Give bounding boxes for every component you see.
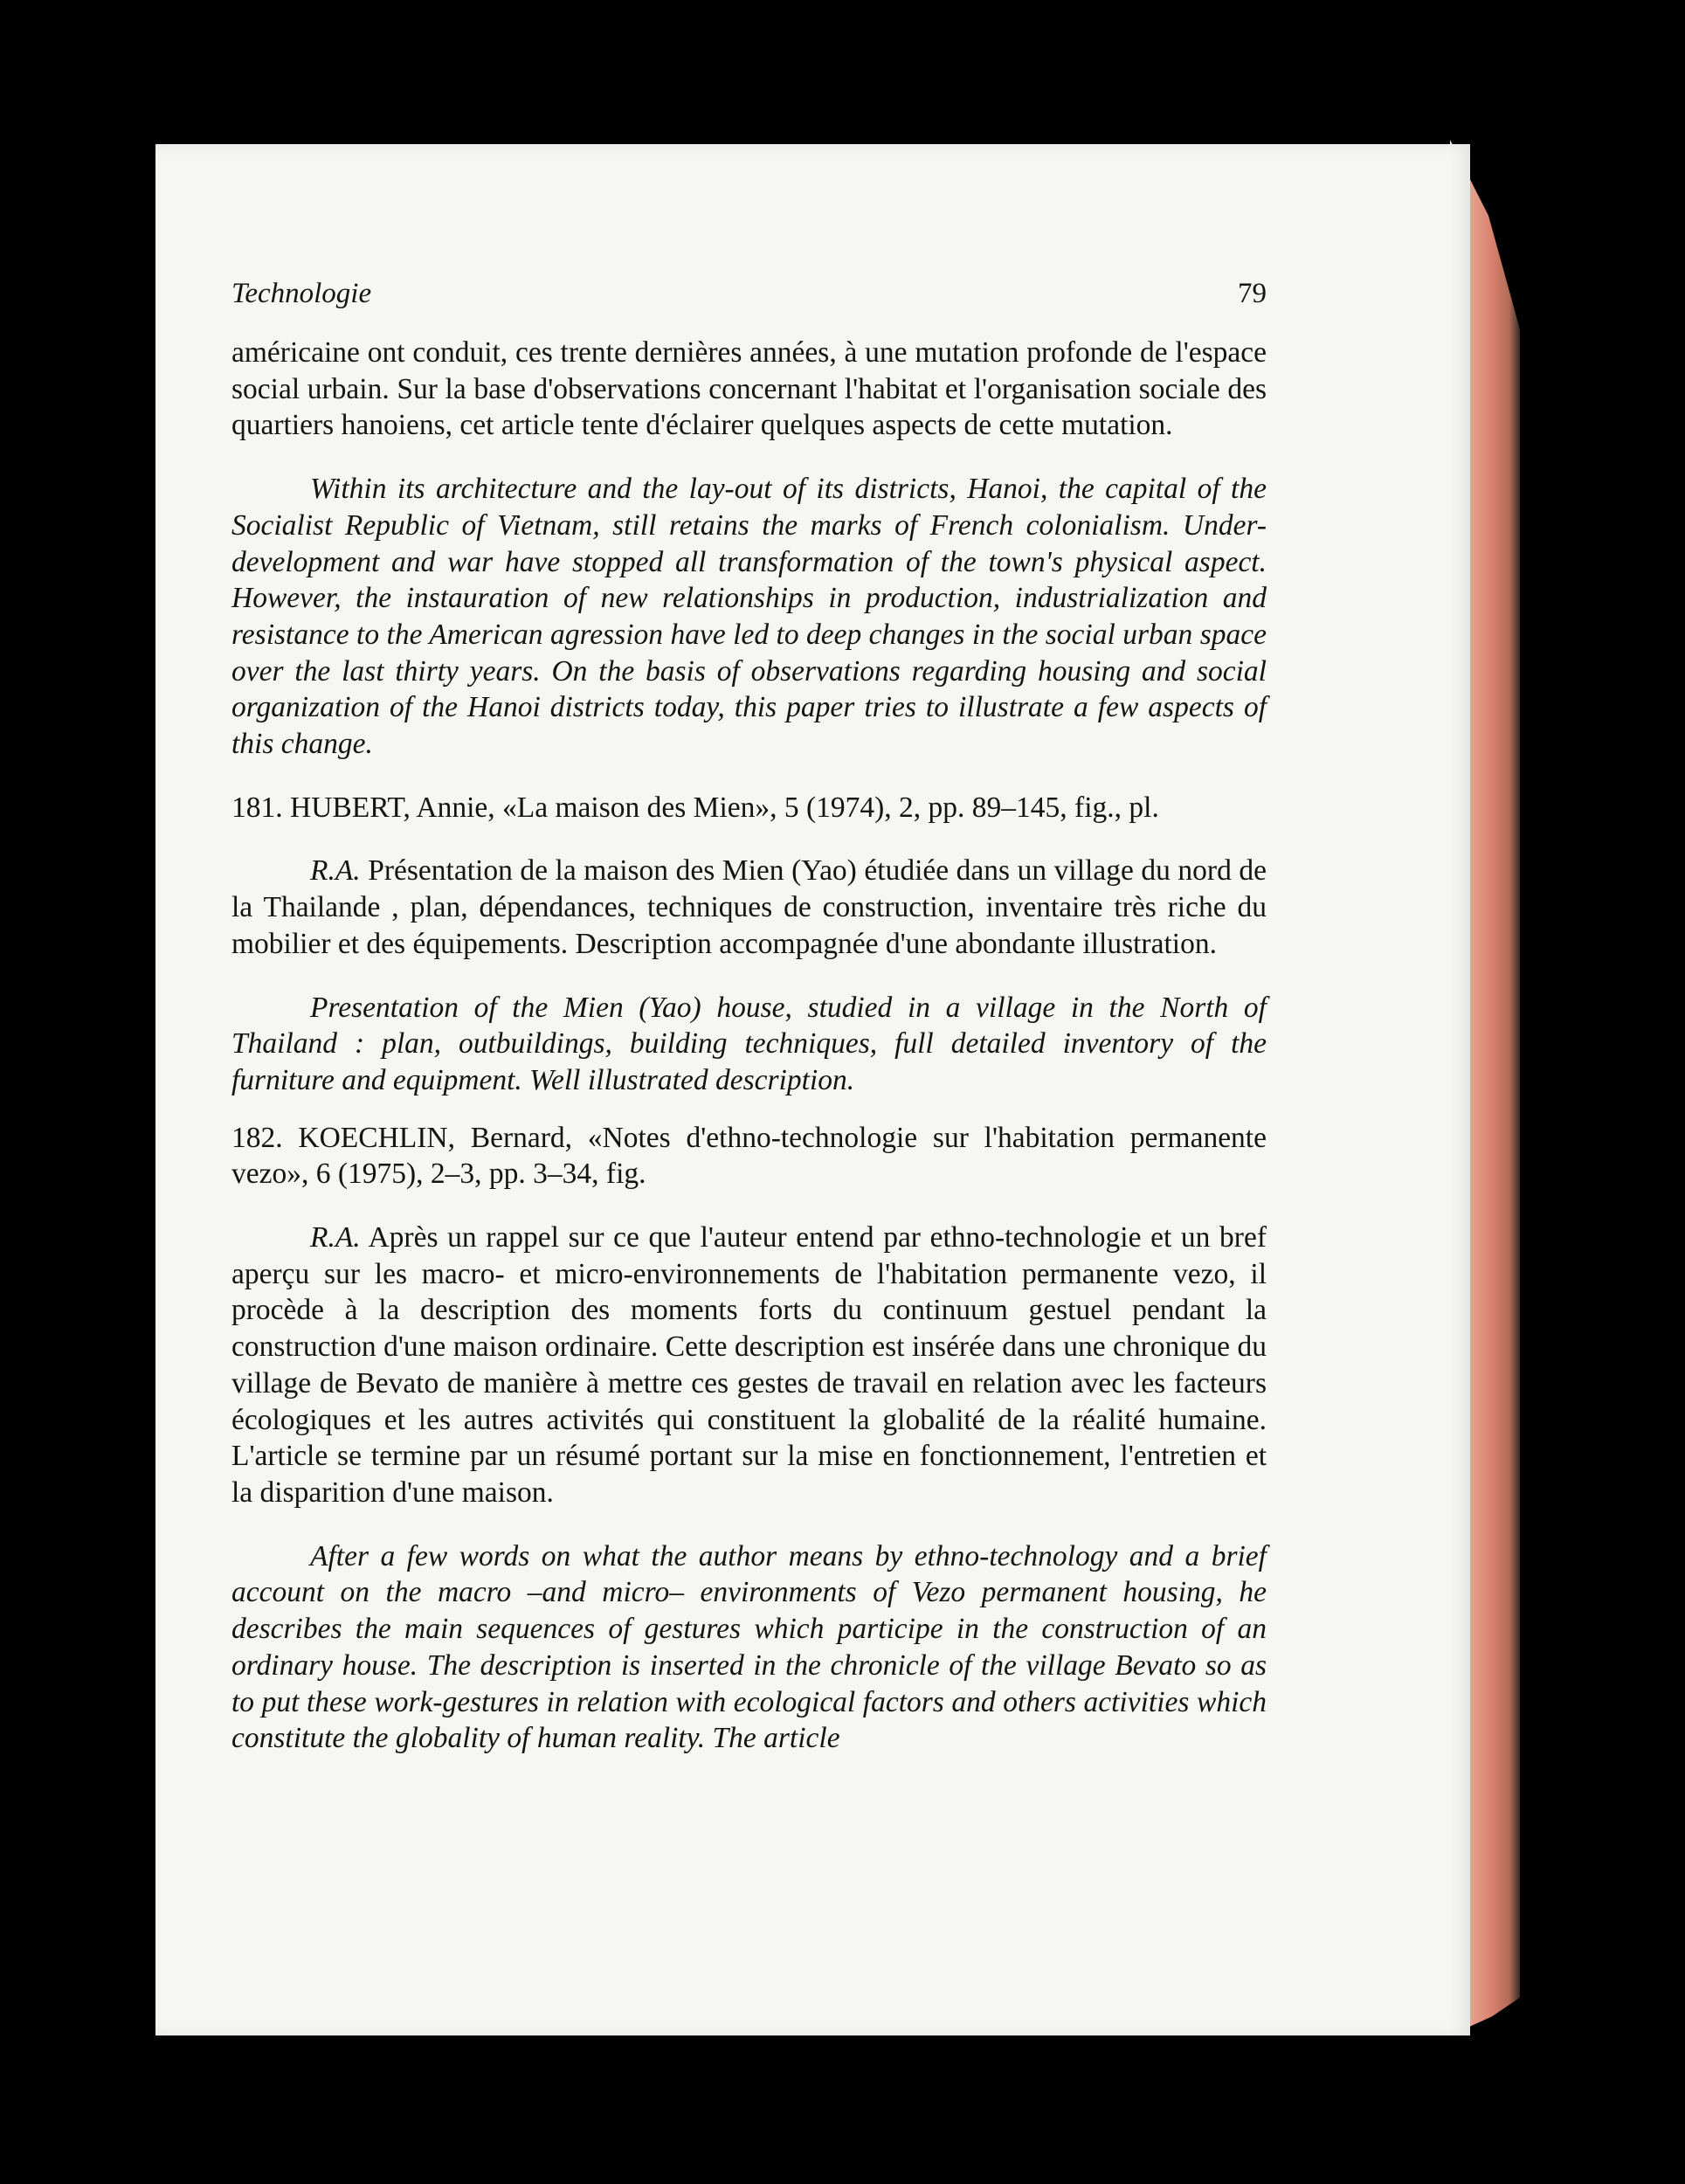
page-body xyxy=(231,335,1267,1757)
resume-label: R.A. xyxy=(310,1221,361,1254)
paragraph-abstract-en-mien: Presentation of the Mien (Yao) house, studied in a village in the North of Thailand : plan, outbuildings, building techniques, full detailed inventory of the furniture and equipment. Well illustrated description. xyxy=(231,991,1267,1096)
paragraph-continuation-fr: américaine ont conduit, ces trente dernières années, à une mutation profonde de l'espace social urbain. Sur la base d'observations concernant l'habitat et l'organisation sociale des quartiers hanoiens, cet article tente d'éclairer quelques aspects de cette mutation. xyxy=(231,336,1267,442)
bibliography-entry-182: 182. KOECHLIN, Bernard, «Notes d'ethno-technologie sur l'habitation permanente vezo», 6 (1975), 2–3, pp. 3–34, fig. xyxy=(231,1121,1267,1191)
summary-text: Présentation de la maison des Mien (Yao) étudiée dans un village du nord de la Thailande , plan, dépendances, techniques de construction, inventaire très riche du mobilier et des équipements. Description accompagnée d'une abondante illustration. xyxy=(231,854,1267,960)
resume-label: R.A. xyxy=(310,854,361,888)
paragraph-abstract-en-hanoi: Within its architecture and the lay-out of its districts, Hanoi, the capital of the Socialist Republic of Vietnam, still retains the marks of French colonialism. Under-development and war have stopped all transformation of the town's physical aspect. However, the instauration of new relationships in production, industrialization and resistance to the American agression have led to deep changes in the social urban space over the last thirty years. On the basis of observations regarding housing and social organization of the Hanoi districts today, this paper tries to illustrate a few aspects of this change. xyxy=(231,473,1267,761)
paragraph-summary-fr-vezo xyxy=(231,1220,1267,1511)
page-number: 79 xyxy=(1238,278,1267,309)
running-title: Technologie xyxy=(231,278,372,309)
bibliography-entry-181: 181. HUBERT, Annie, «La maison des Mien», 5 (1974), 2, pp. 89–145, fig., pl. xyxy=(231,791,1159,824)
page-header xyxy=(231,278,1267,321)
summary-text: Après un rappel sur ce que l'auteur entend par ethno-technologie et un bref aperçu sur les macro- et micro-environnements de l'habitation permanente vezo, il procède à la description des moments forts du continuum gestuel pendant la construction d'une maison ordinaire. Cette description est insérée dans une chronique du village de Bevato de manière à mettre ces gestes de travail en relation avec les facteurs écologiques et les autres activités qui constituent la globalité de la réalité humaine. L'article se termine par un résumé portant sur la mise en fonctionnement, l'entretien et la disparition d'une maison. xyxy=(231,1221,1267,1509)
paragraph-summary-fr-mien xyxy=(231,853,1267,962)
paragraph-abstract-en-vezo: After a few words on what the author means by ethno-technology and a brief account on the macro –and micro– environments of Vezo permanent housing, he describes the main sequences of gestures which participe in the construction of an ordinary house. The description is inserted in the chronicle of the village Bevato so as to put these work-gestures in relation with ecological factors and others activities which constitute the globality of human reality. The article xyxy=(231,1539,1267,1755)
